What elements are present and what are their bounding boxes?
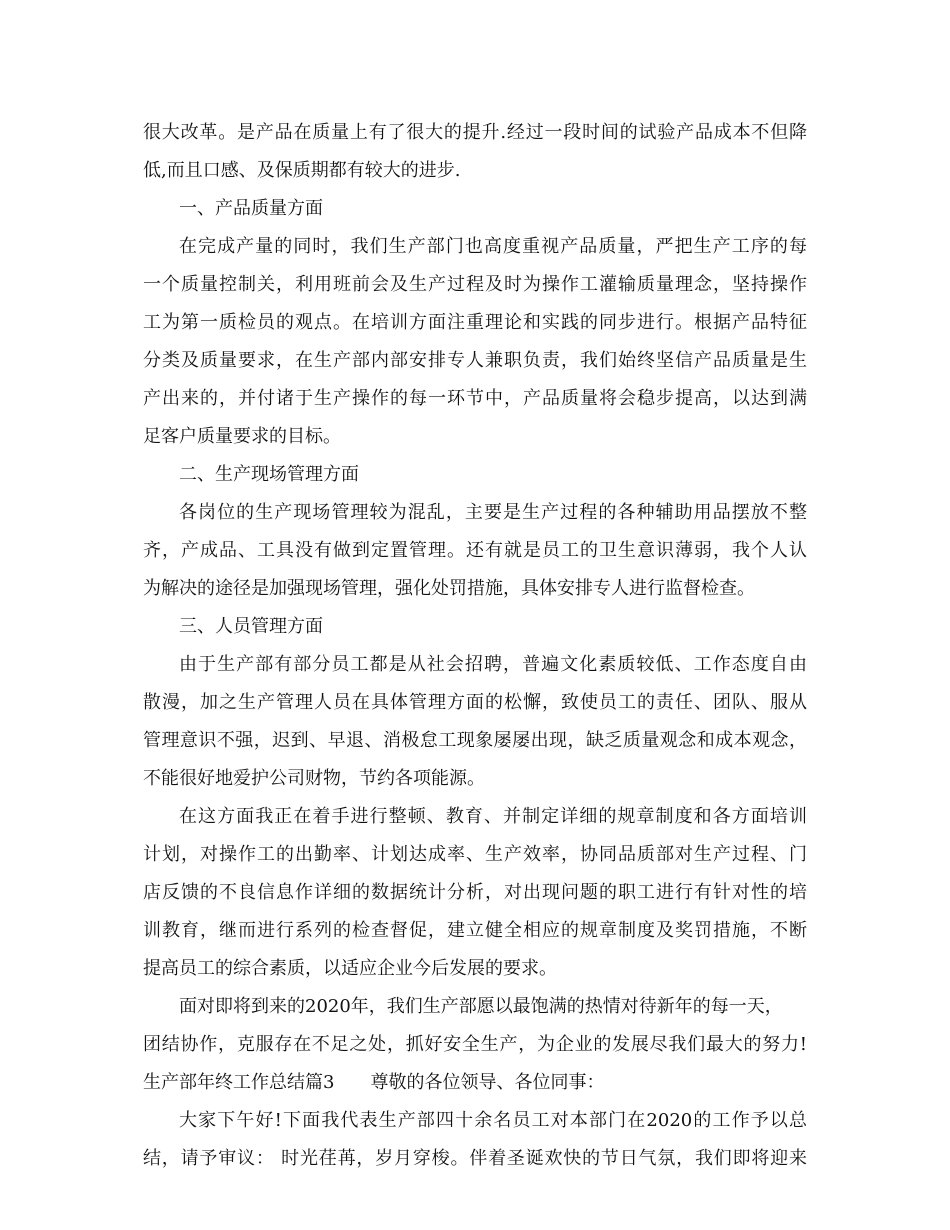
text-line: 分类及质量要求，在生产部内部安排专人兼职负责，我们始终坚信产品质量是生 — [143, 350, 807, 371]
paragraph-quality — [143, 228, 807, 456]
section-heading-quality: 一、产品质量方面 — [179, 198, 323, 219]
text-line: 产出来的，并付诸于生产操作的每一环节中，产品质量将会稳步提高，以达到满 — [143, 388, 807, 409]
text-line: 一个质量控制关，利用班前会及生产过程及时为操作工灌输质量理念，坚持操作 — [143, 274, 807, 295]
text-line: 在完成产量的同时，我们生产部门也高度重视产品质量，严把生产工序的每 — [179, 236, 807, 257]
text-line: 管理意识不强，迟到、早退、消极怠工现象屡屡出现，缺乏质量观念和成本观念， — [143, 730, 807, 751]
text-line: 大家下午好!下面我代表生产部四十余名员工对本部门在2020的工作予以总 — [179, 1110, 807, 1131]
paragraph-measures — [143, 798, 807, 988]
paragraph-staff — [143, 646, 807, 798]
text-line: 齐，产成品、工具没有做到定置管理。还有就是员工的卫生意识薄弱，我个人认 — [143, 540, 807, 561]
text-line: 计划，对操作工的出勤率、计划达成率、生产效率，协同品质部对生产过程、门 — [143, 844, 807, 865]
text-line: 店反馈的不良信息作详细的数据统计分析，对出现问题的职工进行有针对性的培 — [143, 882, 807, 903]
paragraph-outlook — [143, 988, 807, 1064]
text-line: 足客户质量要求的目标。 — [143, 426, 341, 447]
text-line: 训教育，继而进行系列的检查督促，建立健全相应的规章制度及奖罚措施，不断 — [143, 920, 807, 941]
text-line: 由于生产部有部分员工都是从社会招聘，普遍文化素质较低、工作态度自由 — [179, 654, 807, 675]
text-line: 散漫，加之生产管理人员在具体管理方面的松懈，致使员工的责任、团队、服从 — [143, 692, 807, 713]
text-line: 不能很好地爱护公司财物，节约各项能源。 — [143, 768, 485, 789]
text-line: 在这方面我正在着手进行整顿、教育、并制定详细的规章制度和各方面培训 — [179, 806, 807, 827]
text-line: 很大改革。是产品在质量上有了很大的提升.经过一段时间的试验产品成本不但降 — [143, 122, 807, 143]
text-line: 提高员工的综合素质，以适应企业今后发展的要求。 — [143, 958, 557, 979]
section-heading-staff: 三、人员管理方面 — [179, 616, 323, 637]
article-title: 生产部年终工作总结篇3 — [143, 1072, 335, 1093]
section-heading-site: 二、生产现场管理方面 — [179, 464, 359, 485]
article-title-line — [143, 1064, 807, 1102]
document-page — [143, 114, 807, 1178]
greeting: 尊敬的各位领导、各位同事： — [370, 1072, 605, 1093]
text-line: 面对即将到来的2020年，我们生产部愿以最饱满的热情对待新年的每一天， — [179, 996, 783, 1017]
text-line: 各岗位的生产现场管理较为混乱，主要是生产过程的各种辅助用品摆放不整 — [179, 502, 807, 523]
paragraph-site — [143, 494, 807, 608]
paragraph-intro — [143, 114, 807, 190]
text-line: 团结协作，克服存在不足之处，抓好安全生产，为企业的发展尽我们最大的努力! — [143, 1034, 807, 1055]
paragraph-opening — [143, 1102, 807, 1178]
text-line: 工为第一质检员的观点。在培训方面注重理论和实践的同步进行。根据产品特征 — [143, 312, 807, 333]
text-line: 低,而且口感、及保质期都有较大的进步. — [143, 160, 461, 181]
text-line: 为解决的途径是加强现场管理，强化处罚措施，具体安排专人进行监督检查。 — [143, 578, 755, 599]
text-line: 结，请予审议： 时光荏苒，岁月穿梭。伴着圣诞欢快的节日气氛，我们即将迎来 — [143, 1148, 807, 1169]
